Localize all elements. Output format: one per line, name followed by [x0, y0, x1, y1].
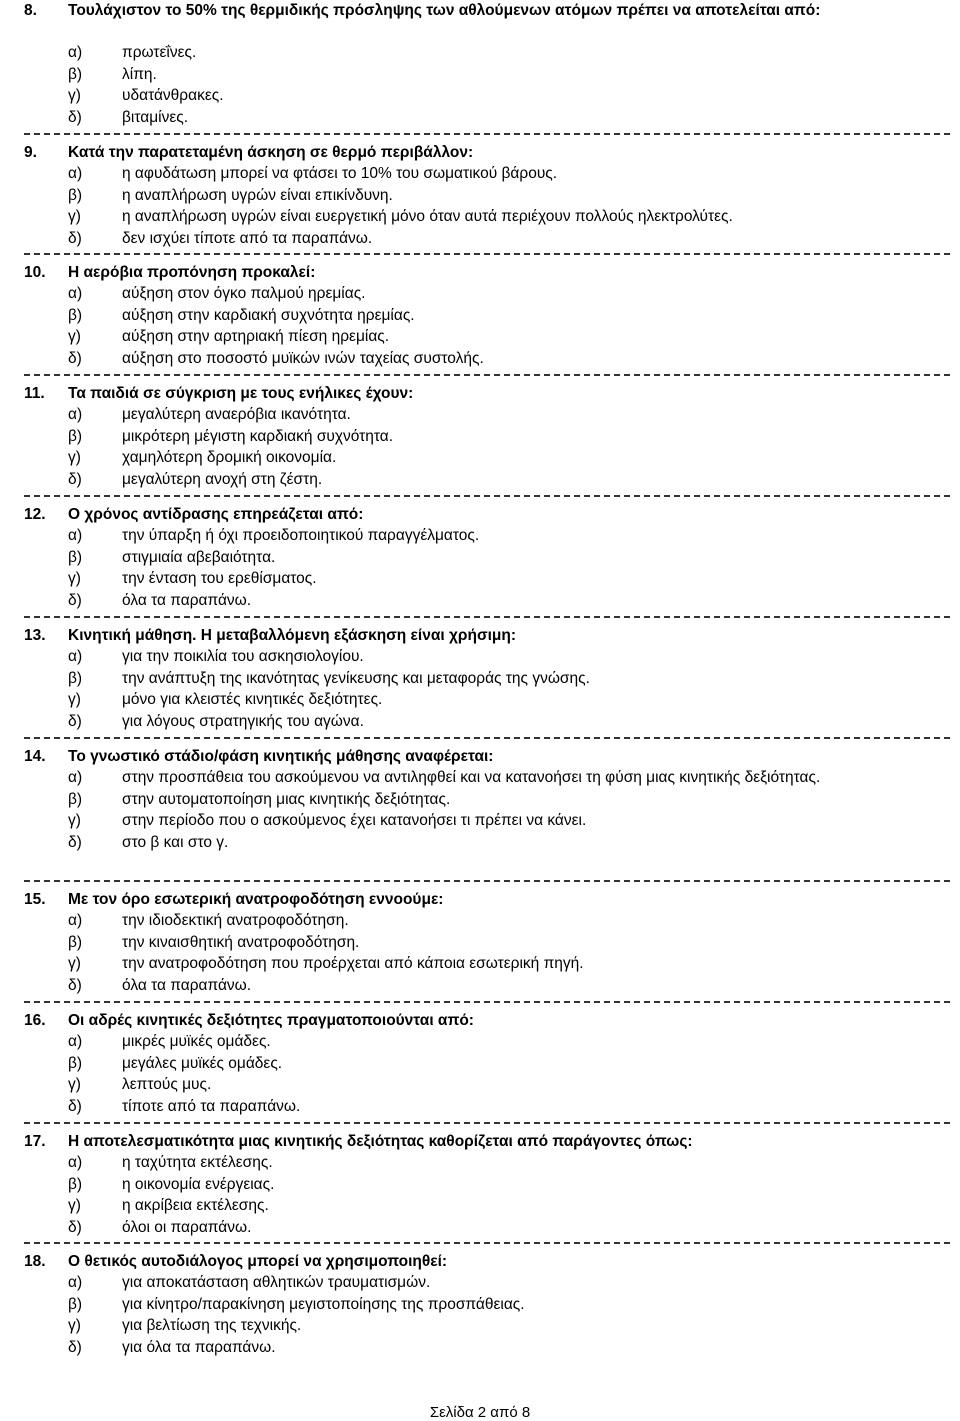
- answer-option: [0, 283, 960, 305]
- option-text: υδατάνθρακες.: [122, 87, 224, 104]
- question-number: 17.: [24, 1133, 46, 1150]
- question-9: [0, 142, 960, 249]
- question-divider: [24, 495, 950, 497]
- question-15: [0, 889, 960, 996]
- option-text: για όλα τα παραπάνω.: [122, 1338, 276, 1356]
- option-text: λεπτούς μυς.: [122, 1076, 212, 1093]
- question-header: [0, 1131, 960, 1152]
- option-text: την ύπαρξη ή όχι προειδοποιητικού παραγγέλματος.: [122, 527, 480, 544]
- answer-option: [0, 64, 960, 86]
- option-label: α): [68, 165, 83, 182]
- answer-option: [0, 1217, 960, 1239]
- option-text: αύξηση στην αρτηριακή πίεση ηρεμίας.: [122, 328, 390, 345]
- answer-option: [0, 711, 960, 733]
- answer-option: [0, 590, 960, 612]
- option-label: γ): [68, 449, 81, 466]
- question-16: [0, 1010, 960, 1117]
- option-text: η αφυδάτωση μπορεί να φτάσει το 10% του σωματικού βάρους.: [122, 165, 558, 182]
- option-label: α): [68, 1274, 83, 1291]
- question-header: [0, 0, 960, 42]
- option-label: β): [68, 1054, 83, 1072]
- answer-option: [0, 832, 960, 854]
- option-text: όλα τα παραπάνω.: [122, 591, 252, 609]
- answer-option: [0, 789, 960, 811]
- option-text: η αναπλήρωση υγρών είναι ευεργετική μόνο όταν αυτά περιέχουν πολλούς ηλεκτρολύτες.: [122, 208, 733, 225]
- question-header: [0, 625, 960, 646]
- option-label: γ): [68, 1076, 81, 1093]
- option-text: βιταμίνες.: [122, 108, 189, 126]
- answer-option: [0, 1337, 960, 1359]
- question-11: [0, 383, 960, 490]
- option-text: την ένταση του ερεθίσματος.: [122, 570, 317, 587]
- question-divider: [24, 880, 950, 882]
- option-label: γ): [68, 208, 81, 225]
- question-header: [0, 142, 960, 163]
- answer-option: [0, 767, 960, 789]
- option-label: β): [68, 65, 83, 83]
- option-label: β): [68, 306, 83, 324]
- option-text: αύξηση στον όγκο παλμού ηρεμίας.: [122, 285, 366, 302]
- question-8: [0, 0, 960, 128]
- answer-option: [0, 228, 960, 250]
- option-label: γ): [68, 691, 81, 708]
- question-number: 13.: [24, 627, 46, 644]
- option-label: α): [68, 912, 83, 929]
- question-header: [0, 262, 960, 283]
- question-text: Κατά την παρατεταμένη άσκηση σε θερμό περιβάλλον:: [68, 144, 474, 161]
- option-text: στην προσπάθεια του ασκούμενου να αντιληφθεί και να κατανοήσει τη φύση μιας κινητικής δεξιότητας.: [122, 769, 821, 786]
- option-text: η αναπλήρωση υγρών είναι επικίνδυνη.: [122, 186, 393, 204]
- option-label: α): [68, 769, 83, 786]
- option-text: για την ποικιλία του ασκησιολογίου.: [122, 648, 364, 665]
- question-divider: [24, 133, 950, 135]
- option-label: α): [68, 285, 83, 302]
- option-label: β): [68, 1175, 83, 1193]
- option-text: αύξηση στο ποσοστό μυϊκών ινών ταχείας συστολής.: [122, 349, 484, 367]
- answer-option: [0, 1053, 960, 1075]
- question-text: Η αποτελεσματικότητα μιας κινητικής δεξιότητας καθορίζεται από παράγοντες όπως:: [68, 1133, 693, 1150]
- option-text: λίπη.: [122, 65, 157, 83]
- question-18: [0, 1251, 960, 1358]
- option-text: πρωτεΐνες.: [122, 44, 197, 61]
- answer-option: [0, 1152, 960, 1174]
- answer-option: [0, 547, 960, 569]
- answer-option: [0, 689, 960, 711]
- option-label: δ): [68, 712, 82, 730]
- option-label: α): [68, 1033, 83, 1050]
- question-number: 16.: [24, 1012, 46, 1029]
- option-text: η ακρίβεια εκτέλεσης.: [122, 1197, 269, 1214]
- answer-option: [0, 953, 960, 975]
- option-text: τίποτε από τα παραπάνω.: [122, 1097, 301, 1115]
- answer-option: [0, 646, 960, 668]
- question-13: [0, 625, 960, 732]
- question-divider: [24, 253, 950, 255]
- question-number: 8.: [24, 2, 37, 19]
- option-label: δ): [68, 833, 82, 851]
- option-text: για αποκατάσταση αθλητικών τραυματισμών.: [122, 1274, 431, 1291]
- answer-option: [0, 1031, 960, 1053]
- answer-option: [0, 568, 960, 590]
- answer-option: [0, 975, 960, 997]
- option-label: β): [68, 1295, 83, 1313]
- option-label: α): [68, 648, 83, 665]
- option-text: όλα τα παραπάνω.: [122, 976, 252, 994]
- option-text: η ταχύτητα εκτέλεσης.: [122, 1154, 273, 1171]
- option-label: α): [68, 44, 83, 61]
- question-text: Η αερόβια προπόνηση προκαλεί:: [68, 264, 316, 281]
- question-divider: [24, 616, 950, 618]
- option-label: δ): [68, 1097, 82, 1115]
- answer-option: [0, 404, 960, 426]
- answer-option: [0, 1315, 960, 1337]
- option-text: όλοι οι παραπάνω.: [122, 1218, 252, 1236]
- option-label: β): [68, 186, 83, 204]
- answer-option: [0, 326, 960, 348]
- page-footer: [0, 1404, 960, 1421]
- question-text: Τουλάχιστον το 50% της θερμιδικής πρόσληψης των αθλούμενων ατόμων πρέπει να αποτελείται από:: [68, 2, 821, 19]
- answer-option: [0, 85, 960, 107]
- option-text: στο β και στο γ.: [122, 833, 229, 851]
- answer-option: [0, 185, 960, 207]
- option-label: γ): [68, 955, 81, 972]
- option-text: στιγμιαία αβεβαιότητα.: [122, 548, 276, 566]
- option-label: δ): [68, 976, 82, 994]
- answer-option: [0, 910, 960, 932]
- question-number: 9.: [24, 144, 37, 161]
- question-number: 18.: [24, 1253, 46, 1270]
- answer-option: [0, 932, 960, 954]
- option-label: δ): [68, 1338, 82, 1356]
- question-header: [0, 504, 960, 525]
- answer-option: [0, 348, 960, 370]
- option-text: χαμηλότερη δρομική οικονομία.: [122, 449, 337, 466]
- option-text: μικρές μυϊκές ομάδες.: [122, 1033, 271, 1050]
- question-number: 12.: [24, 506, 46, 523]
- option-text: μεγαλύτερη ανοχή στη ζέστη.: [122, 470, 323, 488]
- option-label: α): [68, 527, 83, 544]
- option-text: για λόγους στρατηγικής του αγώνα.: [122, 712, 364, 730]
- answer-option: [0, 426, 960, 448]
- answer-option: [0, 163, 960, 185]
- answer-option: [0, 525, 960, 547]
- question-divider: [24, 737, 950, 739]
- option-label: γ): [68, 1317, 81, 1334]
- option-text: στην περίοδο που ο ασκούμενος έχει κατανοήσει τι πρέπει να κάνει.: [122, 812, 587, 829]
- option-label: δ): [68, 108, 82, 126]
- option-label: δ): [68, 591, 82, 609]
- option-text: την ιδιοδεκτική ανατροφοδότηση.: [122, 912, 349, 929]
- option-label: β): [68, 669, 83, 687]
- option-text: στην αυτοματοποίηση μιας κινητικής δεξιότητας.: [122, 790, 451, 808]
- option-label: δ): [68, 349, 82, 367]
- option-text: την ανάπτυξη της ικανότητας γενίκευσης και μεταφοράς της γνώσης.: [122, 669, 590, 687]
- option-label: α): [68, 406, 83, 423]
- answer-option: [0, 1272, 960, 1294]
- question-text: Κινητική μάθηση. Η μεταβαλλόμενη εξάσκηση είναι χρήσιμη:: [68, 627, 516, 644]
- question-number: 15.: [24, 891, 46, 908]
- question-number: 14.: [24, 748, 46, 765]
- option-label: γ): [68, 570, 81, 587]
- question-number: 11.: [24, 385, 45, 402]
- option-text: δεν ισχύει τίποτε από τα παραπάνω.: [122, 229, 373, 247]
- option-label: β): [68, 933, 83, 951]
- question-number: 10.: [24, 264, 46, 281]
- option-label: γ): [68, 328, 81, 345]
- option-text: μικρότερη μέγιστη καρδιακή συχνότητα.: [122, 427, 394, 445]
- option-text: μόνο για κλειστές κινητικές δεξιότητες.: [122, 691, 383, 708]
- question-divider: [24, 1001, 950, 1003]
- question-14: [0, 746, 960, 853]
- option-label: α): [68, 1154, 83, 1171]
- option-text: για βελτίωση της τεχνικής.: [122, 1317, 302, 1334]
- answer-option: [0, 1174, 960, 1196]
- option-label: γ): [68, 87, 81, 104]
- question-divider: [24, 374, 950, 376]
- question-text: Με τον όρο εσωτερική ανατροφοδότηση εννοούμε:: [68, 891, 444, 908]
- question-text: Τα παιδιά σε σύγκριση με τους ενήλικες έχουν:: [68, 385, 414, 402]
- question-text: Ο θετικός αυτοδιάλογος μπορεί να χρησιμοποιηθεί:: [68, 1253, 448, 1270]
- answer-option: [0, 668, 960, 690]
- question-header: [0, 889, 960, 910]
- option-text: την ανατροφοδότηση που προέρχεται από κάποια εσωτερική πηγή.: [122, 955, 584, 972]
- answer-option: [0, 1294, 960, 1316]
- question-header: [0, 1251, 960, 1272]
- answer-option: [0, 107, 960, 129]
- option-text: μεγαλύτερη αναερόβια ικανότητα.: [122, 406, 351, 423]
- question-header: [0, 1010, 960, 1031]
- answer-option: [0, 810, 960, 832]
- option-label: β): [68, 790, 83, 808]
- option-text: για κίνητρο/παρακίνηση μεγιστοποίησης της προσπάθειας.: [122, 1295, 525, 1313]
- question-divider: [24, 1122, 950, 1124]
- question-17: [0, 1131, 960, 1238]
- option-label: β): [68, 548, 83, 566]
- option-text: αύξηση στην καρδιακή συχνότητα ηρεμίας.: [122, 306, 415, 324]
- option-label: δ): [68, 470, 82, 488]
- question-10: [0, 262, 960, 369]
- answer-option: [0, 469, 960, 491]
- option-text: η οικονομία ενέργειας.: [122, 1175, 275, 1193]
- question-text: Το γνωστικό στάδιο/φάση κινητικής μάθησης αναφέρεται:: [68, 748, 494, 765]
- question-text: Ο χρόνος αντίδρασης επηρεάζεται από:: [68, 506, 364, 523]
- answer-option: [0, 305, 960, 327]
- answer-option: [0, 1096, 960, 1118]
- question-12: [0, 504, 960, 611]
- option-label: γ): [68, 812, 81, 829]
- option-text: την κιναισθητική ανατροφοδότηση.: [122, 933, 360, 951]
- question-header: [0, 383, 960, 404]
- answer-option: [0, 1074, 960, 1096]
- question-divider: [24, 1242, 950, 1244]
- option-label: δ): [68, 1218, 82, 1236]
- option-label: β): [68, 427, 83, 445]
- answer-option: [0, 1195, 960, 1217]
- option-text: μεγάλες μυϊκές ομάδες.: [122, 1054, 283, 1072]
- page-number: Σελίδα 2 από 8: [429, 1404, 531, 1421]
- answer-option: [0, 206, 960, 228]
- option-label: δ): [68, 229, 82, 247]
- question-header: [0, 746, 960, 767]
- answer-option: [0, 42, 960, 64]
- answer-option: [0, 447, 960, 469]
- question-text: Οι αδρές κινητικές δεξιότητες πραγματοποιούνται από:: [68, 1012, 474, 1029]
- option-label: γ): [68, 1197, 81, 1214]
